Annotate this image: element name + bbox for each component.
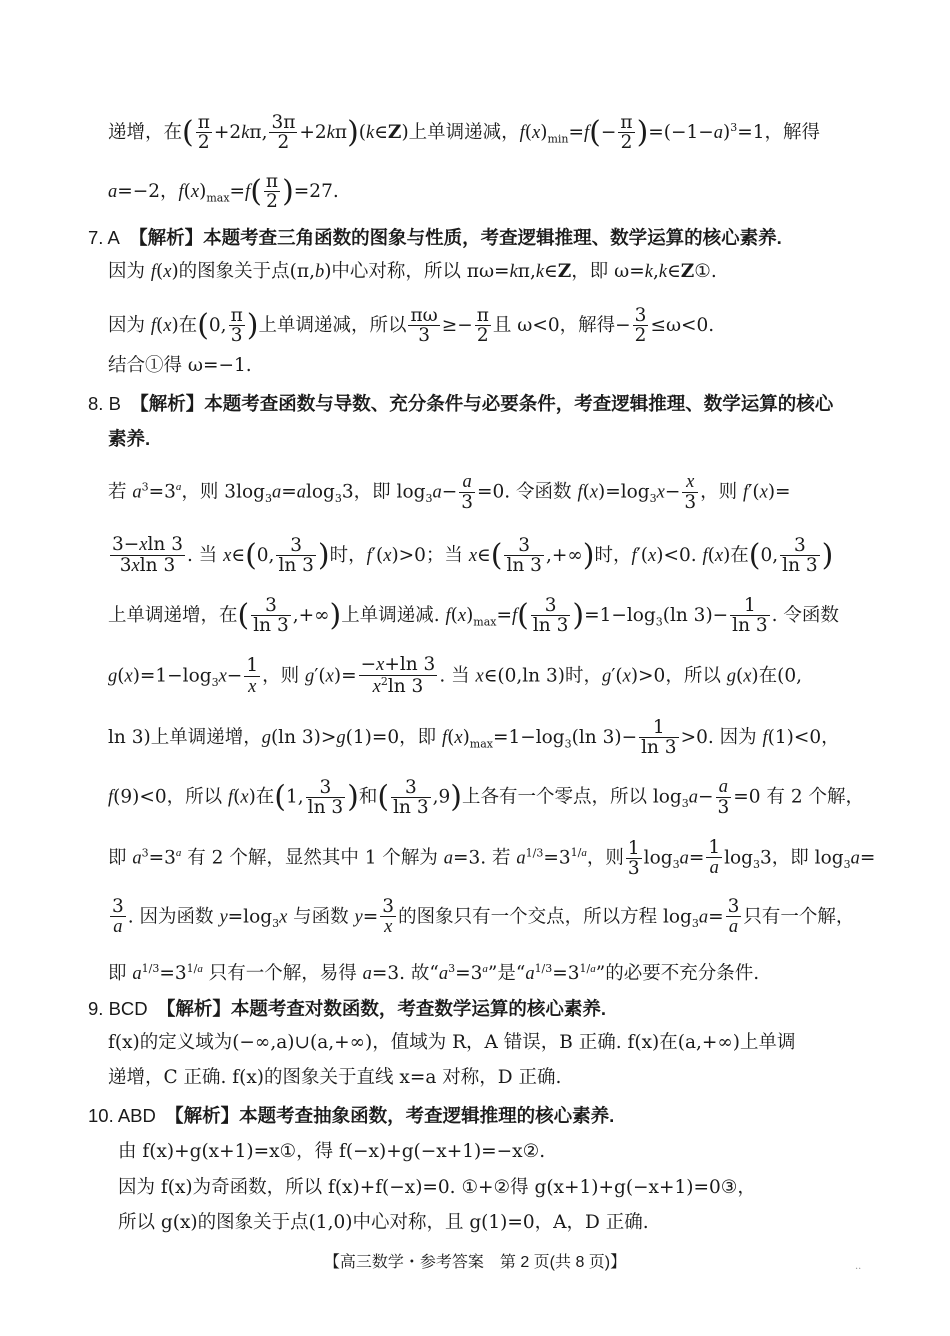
q9-line-2: 递增，C 正确. f(x)的图象关于直线 x=a 对称，D 正确. — [108, 1067, 562, 1088]
corner-mark: ·· — [855, 1264, 862, 1275]
q9-line-1: f(x)的定义域为(−∞,a)∪(a,+∞)，值域为 R，A 错误，B 正确. f(x)在(a,+∞)上单调 — [108, 1032, 796, 1053]
q8-line-2: $\frac{3-xln 3}{3xln 3}$ . 当 x∈(0, $\frac{3}{\ln 3}$ )时，f′(x)>0；当 x∈( $\frac{3}{\ln 3}$ ,+∞)时，f′(x)<0. f(x)在(0, $\frac{3}{\ln 3}$ ) — [112, 534, 834, 577]
line-2: a=−2，$f(x)_{max}=f$( $\frac{\pi}{2}$ )=27. — [108, 171, 339, 213]
q8-line-5: ln 3)上单调递增，g(ln 3)>g(1)=0，即 $f(x)_{max}=1-\log_3(\ln$ 3)− $\frac{1}{\ln 3}$ >0. 因为 f(1)<0， — [108, 717, 840, 759]
q8-line-1: 若 $a^3=3^a$，则 $3\log_3a=alog_33$，即 $\log_3a-$ $\frac{a}{3}$ =0. 令函数 $f(x)=\log_3x-$ $\frac{x}{3}$ ，则 f′(x)= — [108, 472, 791, 514]
q7-line-1: 因为 f(x)的图象关于点(π,b)中心对称，所以 πω=kπ,k∈Z，即 ω=k,k∈Z①. — [108, 261, 717, 282]
q10-line-2: 因为 f(x)为奇函数，所以 f(x)+f(−x)=0. ①+②得 g(x+1)+g(−x+1)=0③， — [118, 1177, 756, 1198]
q8-line-4: $g(x)=1-\log_3x-$ $\frac{1}{x}$ ，则 g′(x)= $\frac{-x+\ln 3}{x^2\ln 3}$ . 当 x∈(0,ln 3)时，g′(x)>0，所以 g(x)在(0, — [108, 654, 802, 698]
q10-line-1: 由 f(x)+g(x+1)=x①，得 f(−x)+g(−x+1)=−x②. — [118, 1141, 546, 1162]
q8-line-9: 即 $a^{1/3}=3^{1/a}$ 只有一个解，易得 a=3. 故“$a^3=3^a$”是“$a^{1/3}=3^{1/a}$”的必要不充分条件. — [108, 962, 760, 985]
q10-heading: 10. ABD 【解析】本题考查抽象函数，考查逻辑推理的核心素养. — [88, 1105, 615, 1126]
page-footer: 【高三数学・参考答案 第 2 页(共 8 页)】 — [323, 1254, 627, 1271]
q8-heading: 8. B 【解析】本题考查函数与导数、充分条件与必要条件，考查逻辑推理、数学运算的核心 — [88, 393, 834, 414]
q8-line-7: 即 $a^3=3^a$ 有 2 个解，显然其中 1 个解为 a=3. 若 $a^{1/3}=3^{1/a}$，则 $\frac{1}{3}$ $\log_3a=$ $\frac{1}{a}$ $\log_33$，即 $\log_3a=$ — [108, 837, 876, 879]
q8-line-8: $\frac{3}{a}$ . 因为函数 $y=\log_3x$ 与函数 y= $\frac{3}{x}$ 的图象只有一个交点，所以方程 $\log_3a=$ $\frac{3}{a}$ 只有一个解， — [112, 896, 855, 938]
q7-line-2: 因为 f(x)在(0, $\frac{\pi}{3}$ )上单调递减，所以 $\frac{\pi\omega}{3}$ ≥− $\frac{\pi}{2}$ 且 ω<0，解得− $\frac{3}{2}$ ≤ω<0. — [108, 305, 715, 347]
q8-line-3: 上单调递增，在( $\frac{3}{\ln 3}$ ,+∞)上单调递减. $f(x)_{max}=f$( $\frac{3}{\ln 3}$ )$=1-\log_3(\ln$ 3)− $\frac{1}{\ln 3}$ . 令函数 — [108, 595, 839, 637]
q7-heading: 7. A 【解析】本题考查三角函数的图象与性质，考查逻辑推理、数学运算的核心素养. — [88, 227, 782, 248]
q8-line-6: f(9)<0，所以 f(x)在(1, $\frac{3}{\ln 3}$ )和( $\frac{3}{\ln 3}$ ,9)上各有一个零点，所以 $\log_3a-$ $\frac{a}{3}$ =0 有 2 个解， — [108, 776, 864, 819]
line-1: 递增，在( $\frac{\pi}{2}$ +2kπ, $\frac{3\pi}{2}$ +2kπ)(k∈Z)上单调递减，$f(x)_{min}=f(-$ $\frac{\pi}{2}$ )$=(-1-a)^3=1$，解得 — [108, 112, 821, 154]
q8-heading-cont: 素养. — [108, 428, 151, 449]
q9-heading: 9. BCD 【解析】本题考查对数函数，考查数学运算的核心素养. — [88, 998, 607, 1019]
q10-line-3: 所以 g(x)的图象关于点(1,0)中心对称，且 g(1)=0，A，D 正确. — [118, 1212, 649, 1233]
q7-line-3: 结合①得 ω=−1. — [108, 355, 252, 376]
